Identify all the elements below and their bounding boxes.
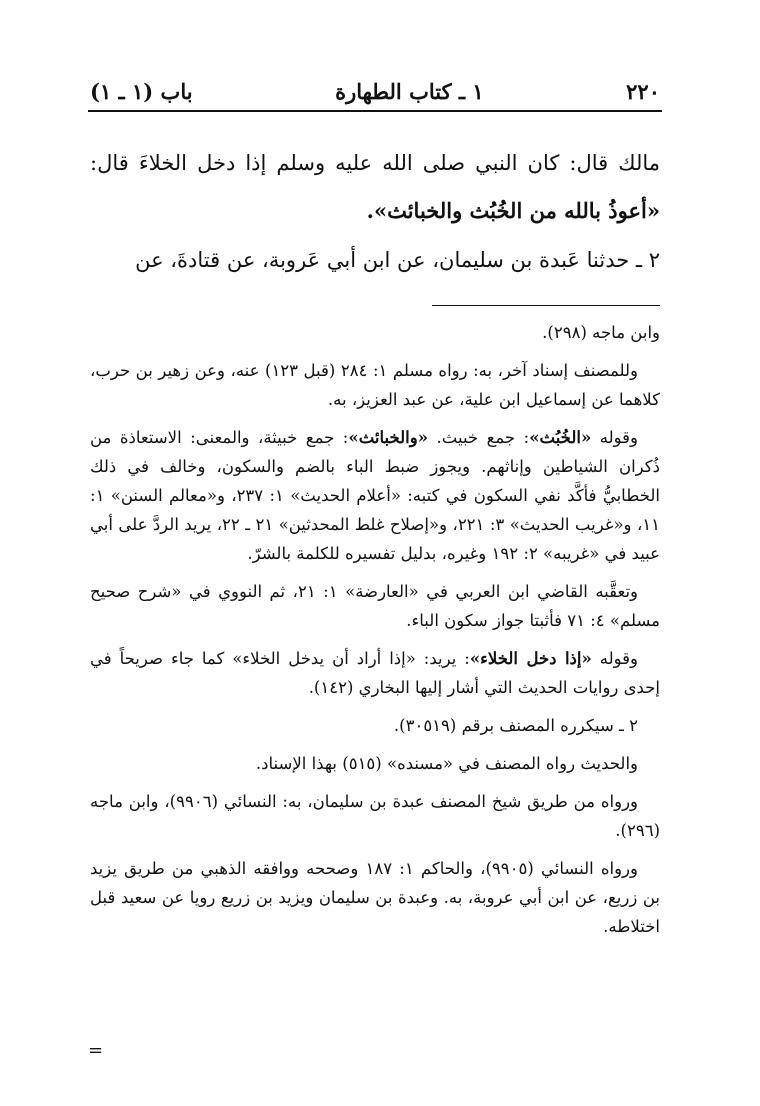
footnote-paragraph: والحديث رواه المصنف في «مسنده» (٥١٥) بهذا الإسناد. (255, 754, 638, 773)
page-header (90, 76, 660, 106)
hadith-narration: مالك قال: كان النبي صلى الله عليه وسلم إذا دخل الخلاءَ قال: (90, 151, 660, 175)
page-number: ٢٢٠ (626, 78, 660, 104)
main-text-paragraph-2 (90, 237, 660, 284)
footnote-paragraph: ٢ ـ سيكرره المصنف برقم (٣٠٥١٩). (393, 716, 638, 735)
chapter-label: باب (١ ـ ١) (90, 78, 193, 104)
footnote-paragraph: وللمصنف إسناد آخر، به: رواه مسلم ١: ٢٨٤ (قبل ١٢٣) عنه، وعن زهير بن حرب، كلاهما عن إسماعيل ابن علية، عن عبد العزيز، به. (90, 361, 660, 409)
header-divider (88, 110, 662, 112)
footnote-paragraph: وقوله «إذا دخل الخلاء»: يريد: «إذا أراد أن يدخل الخلاء» كما جاء صريحاً في إحدى روايات الحديث التي أشار إليها البخاري (١٤٢). (90, 649, 660, 697)
footnote-paragraph: وقوله «الخُبُث»: جمع خبيث. «والخبائث»: جمع خبيثة، والمعنى: الاستعاذة من ذُكران الشياطين وإناثهم. ويجوز ضبط الباء بالضم والسكون، وخالف في ذلك الخطابيُّ فأكَّد نفي السكون في كتبه: «أعلام الحديث» ١: ٢٣٧، و«معالم السنن» ١: ١١، و«غريب الحديث» ٣: ٢٢١، و«إصلاح غلط المحدثين» ٢١ ـ ٢٢، يريد الردَّ على أبي عبيد في «غريبه» ٢: ١٩٢ وغيره، بدليل تفسيره للكلمة بالشرّ. (90, 428, 660, 563)
hadith-quote: «أعوذُ بالله من الخُبُث والخبائث». (366, 198, 660, 223)
main-text-paragraph-1 (90, 140, 660, 235)
continuation-mark: = (88, 1040, 104, 1061)
footnote-divider (432, 305, 660, 306)
footnote-paragraph: ورواه من طريق شيخ المصنف عبدة بن سليمان، به: النسائي (٩٩٠٦)، وابن ماجه (٢٩٦). (90, 792, 660, 840)
footnote-paragraph: وتعقَّبه القاضي ابن العربي في «العارضة» ١: ٢١، ثم النووي في «شرح صحيح مسلم» ٤: ٧١ فأثبتا جواز سكون الباء. (90, 582, 660, 630)
footnote-paragraph: ورواه النسائي (٩٩٠٥)، والحاكم ١: ١٨٧ وصححه ووافقه الذهبي من طريق يزيد بن زريع، عن ابن أبي عروبة، به. وعبدة بن سليمان ويزيد بن زريع رويا عن سعيد قبل اختلاطه. (90, 859, 660, 936)
footnote-continuation: وابن ماجه (٢٩٨). (542, 323, 660, 342)
book-title: ١ ـ كتاب الطهارة (335, 78, 484, 104)
footnotes (90, 318, 660, 950)
hadith-isnad: ٢ ـ حدثنا عَبدة بن سليمان، عن ابن أبي عَروبة، عن قتادةَ، عن (135, 248, 660, 272)
